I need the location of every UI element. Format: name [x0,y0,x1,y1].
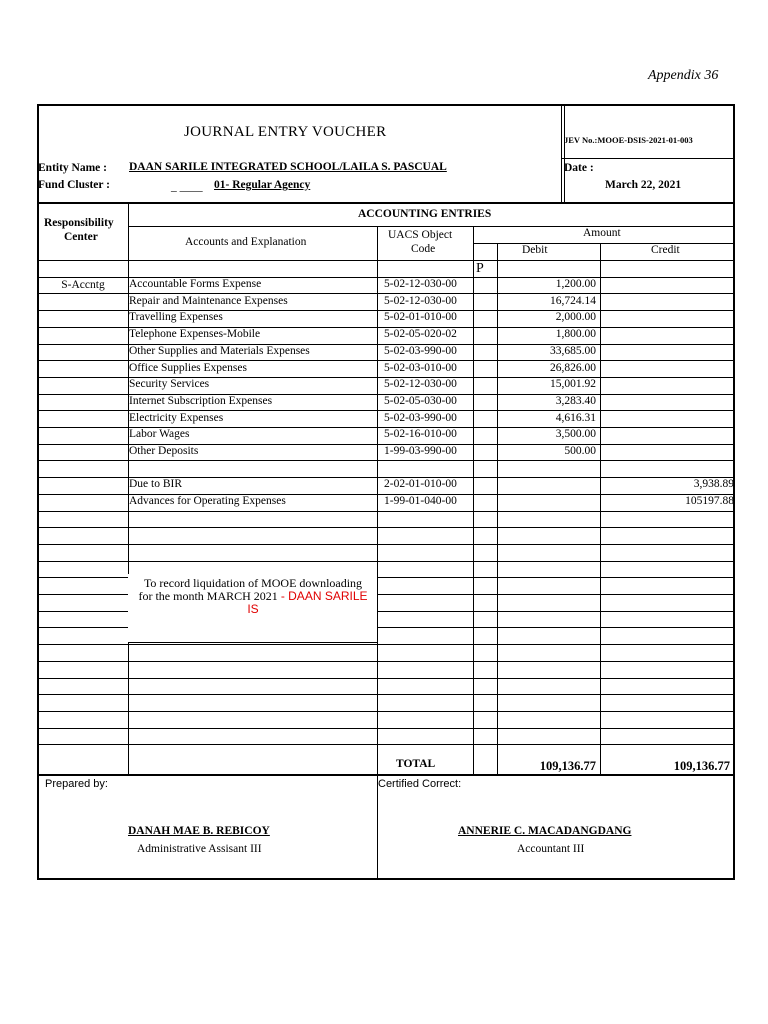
responsibility-center: S-Accntg [61,279,105,291]
appendix-label: Appendix 36 [648,68,719,83]
grid-row-line [37,360,735,361]
entry-account: Electricity Expenses [129,412,224,424]
entry-debit: 33,685.00 [550,345,596,357]
note-line-2-text: for the month MARCH 2021 [138,589,281,603]
entry-account: Accountable Forms Expense [129,278,262,290]
preparer-name: DANAH MAE B. REBICOY [128,825,270,837]
entry-code: 5-02-12-030-00 [384,278,457,290]
entry-code: 5-02-05-020-02 [384,328,457,340]
entry-code: 1-99-01-040-00 [384,495,457,507]
entry-code: 5-02-12-030-00 [384,378,457,390]
entry-code: 1-99-03-990-00 [384,445,457,457]
entry-code: 5-02-05-030-00 [384,395,457,407]
entry-account: Internet Subscription Expenses [129,395,273,407]
grid-row-line [37,678,735,679]
entry-debit: 2,000.00 [555,311,596,323]
peso-sign: P [476,261,484,276]
amount-header-rule [473,243,735,244]
entry-code: 5-02-03-990-00 [384,345,457,357]
total-credit: 109,136.77 [673,759,730,773]
entry-debit: 26,826.00 [550,362,596,374]
entity-name-label: Entity Name : [38,162,107,174]
grid-row-line [37,644,735,645]
prepared-by-label: Prepared by: [45,778,108,790]
entry-code: 5-02-03-010-00 [384,362,457,374]
entry-debit: 15,001.92 [550,378,596,390]
description-note [128,577,378,616]
debit-header: Debit [522,244,548,256]
responsibility-header-1: Responsibility [44,217,114,229]
grid-row-line [37,711,735,712]
entry-debit: 16,724.14 [550,295,596,307]
entry-account: Labor Wages [129,428,190,440]
date-rule [561,158,735,159]
entry-account: Due to BIR [129,478,183,490]
column-header-bottom [37,260,735,261]
entry-debit: 3,283.40 [555,395,596,407]
entry-account: Repair and Maintenance Expenses [129,295,288,307]
note-red-1: - DAAN SARILE [280,589,368,603]
total-debit: 109,136.77 [539,759,596,773]
total-label: TOTAL [396,758,436,770]
entry-credit: 105197.88 [685,495,734,507]
entry-account: Office Supplies Expenses [129,362,247,374]
grid-row-line [37,460,735,461]
grid-row-line [37,293,735,294]
grid-row-line [37,661,735,662]
accounting-entries-header: ACCOUNTING ENTRIES [358,208,492,220]
grid-row-line [37,410,735,411]
col-line-accounts [377,226,378,774]
grid-row-line [37,544,735,545]
entity-name-value: DAAN SARILE INTEGRATED SCHOOL/LAILA S. PASCUAL [129,161,447,173]
header-divider-2 [564,104,565,202]
grid-row-line [37,694,735,695]
uacs-header-1: UACS Object [388,229,453,241]
accounts-header: Accounts and Explanation [185,236,307,248]
certifier-name: ANNERIE C. MACADANGDANG [458,825,632,837]
grid-row-line [37,511,735,512]
entries-header-rule [128,226,735,227]
date-label: Date : [564,162,594,174]
entry-code: 5-02-12-030-00 [384,295,457,307]
note-line-1: To record liquidation of MOOE downloading [143,576,363,590]
col-line-uacs [473,226,474,774]
entry-code: 5-02-16-010-00 [384,428,457,440]
entry-debit: 500.00 [564,445,596,457]
responsibility-header-2: Center [64,231,98,243]
fund-cluster-prefix: _ ____ [171,181,203,193]
entry-code: 2-02-01-010-00 [384,478,457,490]
grid-row-line [37,527,735,528]
jev-number: JEV No.:MOOE-DSIS-2021-01-003 [564,135,693,145]
header-bottom-rule [37,202,735,204]
header-divider [561,104,562,202]
entry-account: Security Services [129,378,210,390]
grid-row-line [37,561,735,562]
entry-code: 5-02-03-990-00 [384,412,457,424]
voucher-title: JOURNAL ENTRY VOUCHER [184,124,387,140]
entry-code: 5-02-01-010-00 [384,311,457,323]
grid-row-line [37,728,735,729]
entry-credit: 3,938.89 [693,478,734,490]
date-value: March 22, 2021 [605,179,682,191]
fund-cluster-label: Fund Cluster : [38,179,110,191]
entry-account: Other Supplies and Materials Expenses [129,345,310,357]
amount-header: Amount [583,227,621,239]
entry-debit: 1,800.00 [555,328,596,340]
entry-account: Other Deposits [129,445,199,457]
entry-account: Advances for Operating Expenses [129,495,286,507]
credit-header: Credit [651,244,680,256]
preparer-title: Administrative Assisant III [137,843,262,855]
note-red-2: IS [247,602,259,616]
entry-debit: 1,200.00 [555,278,596,290]
total-bottom-rule [37,774,735,776]
entry-debit: 3,500.00 [555,428,596,440]
uacs-header-2: Code [411,243,436,255]
grid-row-line [37,744,735,745]
entry-debit: 4,616.31 [555,412,596,424]
fund-cluster-value: 01- Regular Agency [214,179,311,191]
certified-correct-label: Certified Correct: [378,778,462,790]
entry-account: Telephone Expenses-Mobile [129,328,261,340]
entry-account: Travelling Expenses [129,311,223,323]
certifier-title: Accountant III [517,843,585,855]
